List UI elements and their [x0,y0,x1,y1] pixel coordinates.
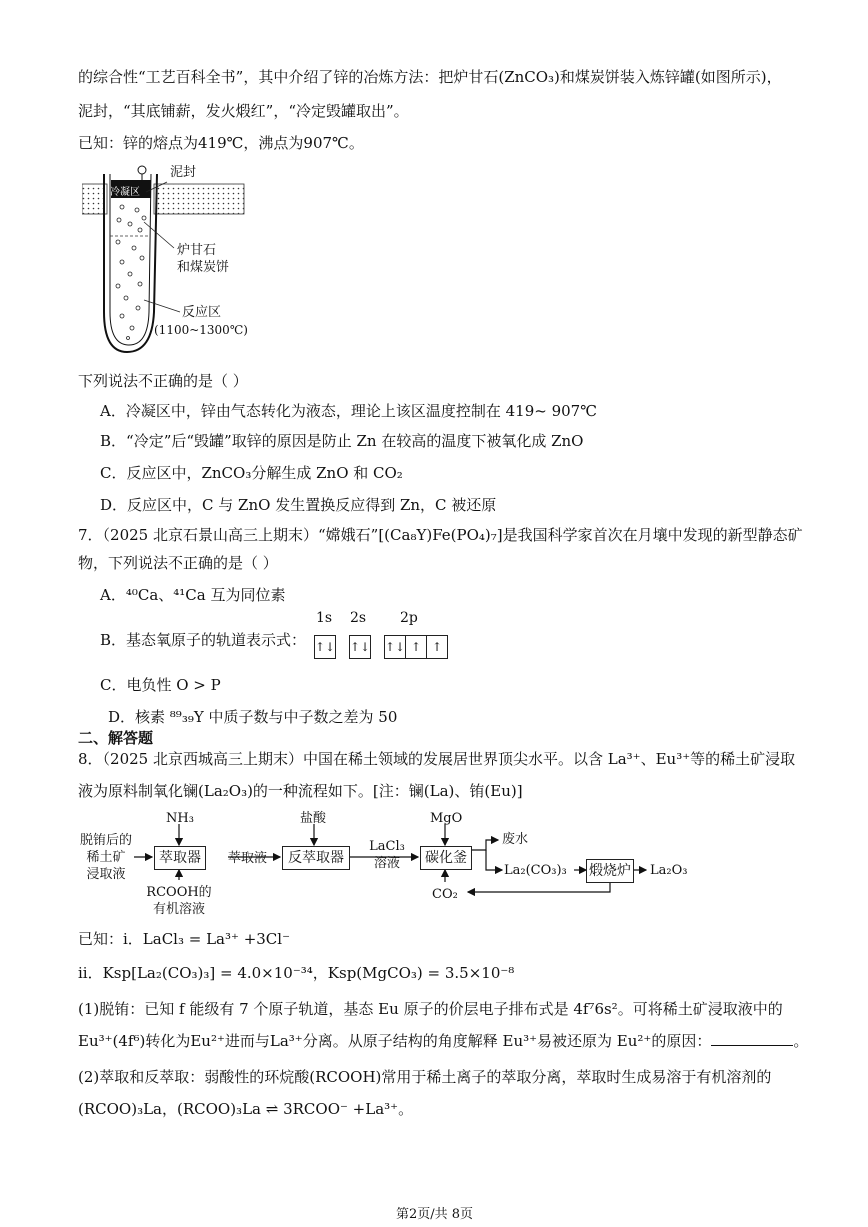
q8-part1-line-2: Eu³⁺(4f⁶)转化为Eu²⁺进而与La³⁺分离。从原子结构的角度解释 Eu³⁺易被还原为 Eu²⁺的原因： [78,1032,712,1050]
q7-option-b: B．基态氧原子的轨道表示式： [100,631,307,649]
reaction-zone-temp: (1100~1300℃) [154,323,248,337]
orbital-label-2p: 2p [400,610,418,626]
q8-part1-line-1: (1)脱铕：已知 f 能级有 7 个原子轨道，基态 Eu 原子的价层电子排布式是 4f⁷6s²。可将稀土矿浸取液中的 [78,1000,783,1018]
q8-part1-line-2-wrap: Eu³⁺(4f⁶)转化为Eu²⁺进而与La³⁺分离。从原子结构的角度解释 Eu³⁺易被还原为 Eu²⁺的原因： 。 [78,1032,809,1050]
answer-blank[interactable] [711,1031,793,1046]
flow-feed-label [78,832,134,883]
flow-back-extractor-box [282,846,350,870]
flow-extract-liquid-label: 萃取液 [228,851,268,866]
q7-stem-1: 7．（2025 北京石景山高三上期末）“嫦娥石”[(Ca₈Y)Fe(PO₄)₇]是我国科学家首次在月壤中发现的新型静态矿 [78,526,803,544]
q8-part2-line-2: (RCOO)₃La，(RCOO)₃La ⇌ 3RCOO⁻ +La³⁺。 [78,1100,414,1118]
flow-feed-text: 脱铕后的 稀土矿 浸取液 [79,833,132,882]
orbital-box-2p-y: ↑ [405,635,427,659]
q7-option-a: A．⁴⁰Ca、⁴¹Ca 互为同位素 [100,586,286,604]
q6-option-a: A．冷凝区中，锌由气态转化为液态，理论上该区温度控制在 419~ 907℃ [100,402,597,420]
flow-mgo-label: MgO [430,811,463,826]
q8-stem-2: 液为原料制氧化镧(La₂O₃)的一种流程如下。[注：镧(La)、铕(Eu)] [78,782,523,800]
condensation-zone-label: 冷凝区 [110,187,140,198]
orbital-box-2p-x: ↑↓ [384,635,406,659]
q7-option-d: D．核素 ⁸⁹₃₉Y 中质子数与中子数之差为 50 [108,708,398,726]
flow-back-extractor-label: 反萃取器 [288,850,344,866]
orbital-label-1s: 1s [316,610,333,626]
q7-stem-2: 物，下列说法不正确的是（ ） [78,554,278,572]
q6-option-d: D．反应区中，C 与 ZnO 发生置换反应得到 Zn，C 被还原 [100,496,497,514]
page-footer: 第2页/共 8页 [396,1207,474,1222]
orbital-box-1s: ↑↓ [314,635,336,659]
reaction-zone-label: 反应区 [182,305,222,320]
flow-organic-label [144,884,214,918]
charge-label-1: 炉甘石 [177,243,217,258]
orbital-box-2p-z: ↑ [426,635,448,659]
q8-stem-1: 8．（2025 北京西城高三上期末）中国在稀土领域的发展居世界顶尖水平。以含 La³⁺、Eu³⁺等的稀土矿浸取 [78,750,796,768]
q6-known: 已知：锌的熔点为419℃，沸点为907℃。 [78,134,364,152]
flow-extractor-box [154,846,206,870]
flow-furnace-box [586,859,634,883]
flow-la2co3-label: La₂(CO₃)₃ [504,863,567,878]
process-flow-diagram [78,810,718,922]
q8-known-ii: ii．Ksp[La₂(CO₃)₃] = 4.0×10⁻³⁴，Ksp(MgCO₃) = 3.5×10⁻⁸ [78,964,515,982]
q7-option-c: C．电负性 O > P [100,676,221,694]
flow-nh3-label: NH₃ [166,811,194,826]
section-heading: 二、解答题 [78,729,154,747]
flow-waste-label: 废水 [502,832,529,847]
q6-intro-line-2: 泥封，“其底铺薪，发火煅红”，“冷定毁罐取出”。 [78,102,409,120]
flow-lacl3-label [362,838,412,872]
flow-hcl-label: 盐酸 [300,811,327,826]
q6-option-c: C．反应区中，ZnCO₃分解生成 ZnO 和 CO₂ [100,464,403,482]
flow-organic-text: RCOOH的 有机溶液 [146,885,212,917]
charge-label-2: 和煤炭饼 [177,260,230,275]
seal-label: 泥封 [170,165,197,180]
flow-carbonizer-label: 碳化釜 [425,850,467,866]
orbital-box-2s: ↑↓ [349,635,371,659]
q8-part2-line-1: (2)萃取和反萃取：弱酸性的环烷酸(RCOOH)常用于稀土离子的萃取分离，萃取时生成易溶于有机溶剂的 [78,1068,772,1086]
flow-lacl3-text: LaCl₃ 溶液 [369,839,405,871]
flow-co2-label: CO₂ [432,887,458,902]
flow-la2o3-label: La₂O₃ [650,863,688,878]
orbital-label-2s: 2s [350,610,367,626]
zinc-pot-figure [82,162,282,362]
q6-stem: 下列说法不正确的是（ ） [78,372,248,390]
flow-furnace-label: 煅烧炉 [589,863,631,879]
orbital-diagram [314,610,474,662]
flow-carbonizer-box [420,846,472,870]
q8-known-i: 已知：i．LaCl₃ = La³⁺ +3Cl⁻ [78,930,290,948]
flow-extractor-label: 萃取器 [159,850,201,866]
q6-intro-line-1: 的综合性“工艺百科全书”，其中介绍了锌的冶炼方法：把炉甘石(ZnCO₃)和煤炭饼装入炼锌罐(如图所示)， [78,68,782,86]
q6-option-b: B．“冷定”后“毁罐”取锌的原因是防止 Zn 在较高的温度下被氧化成 ZnO [100,432,584,450]
